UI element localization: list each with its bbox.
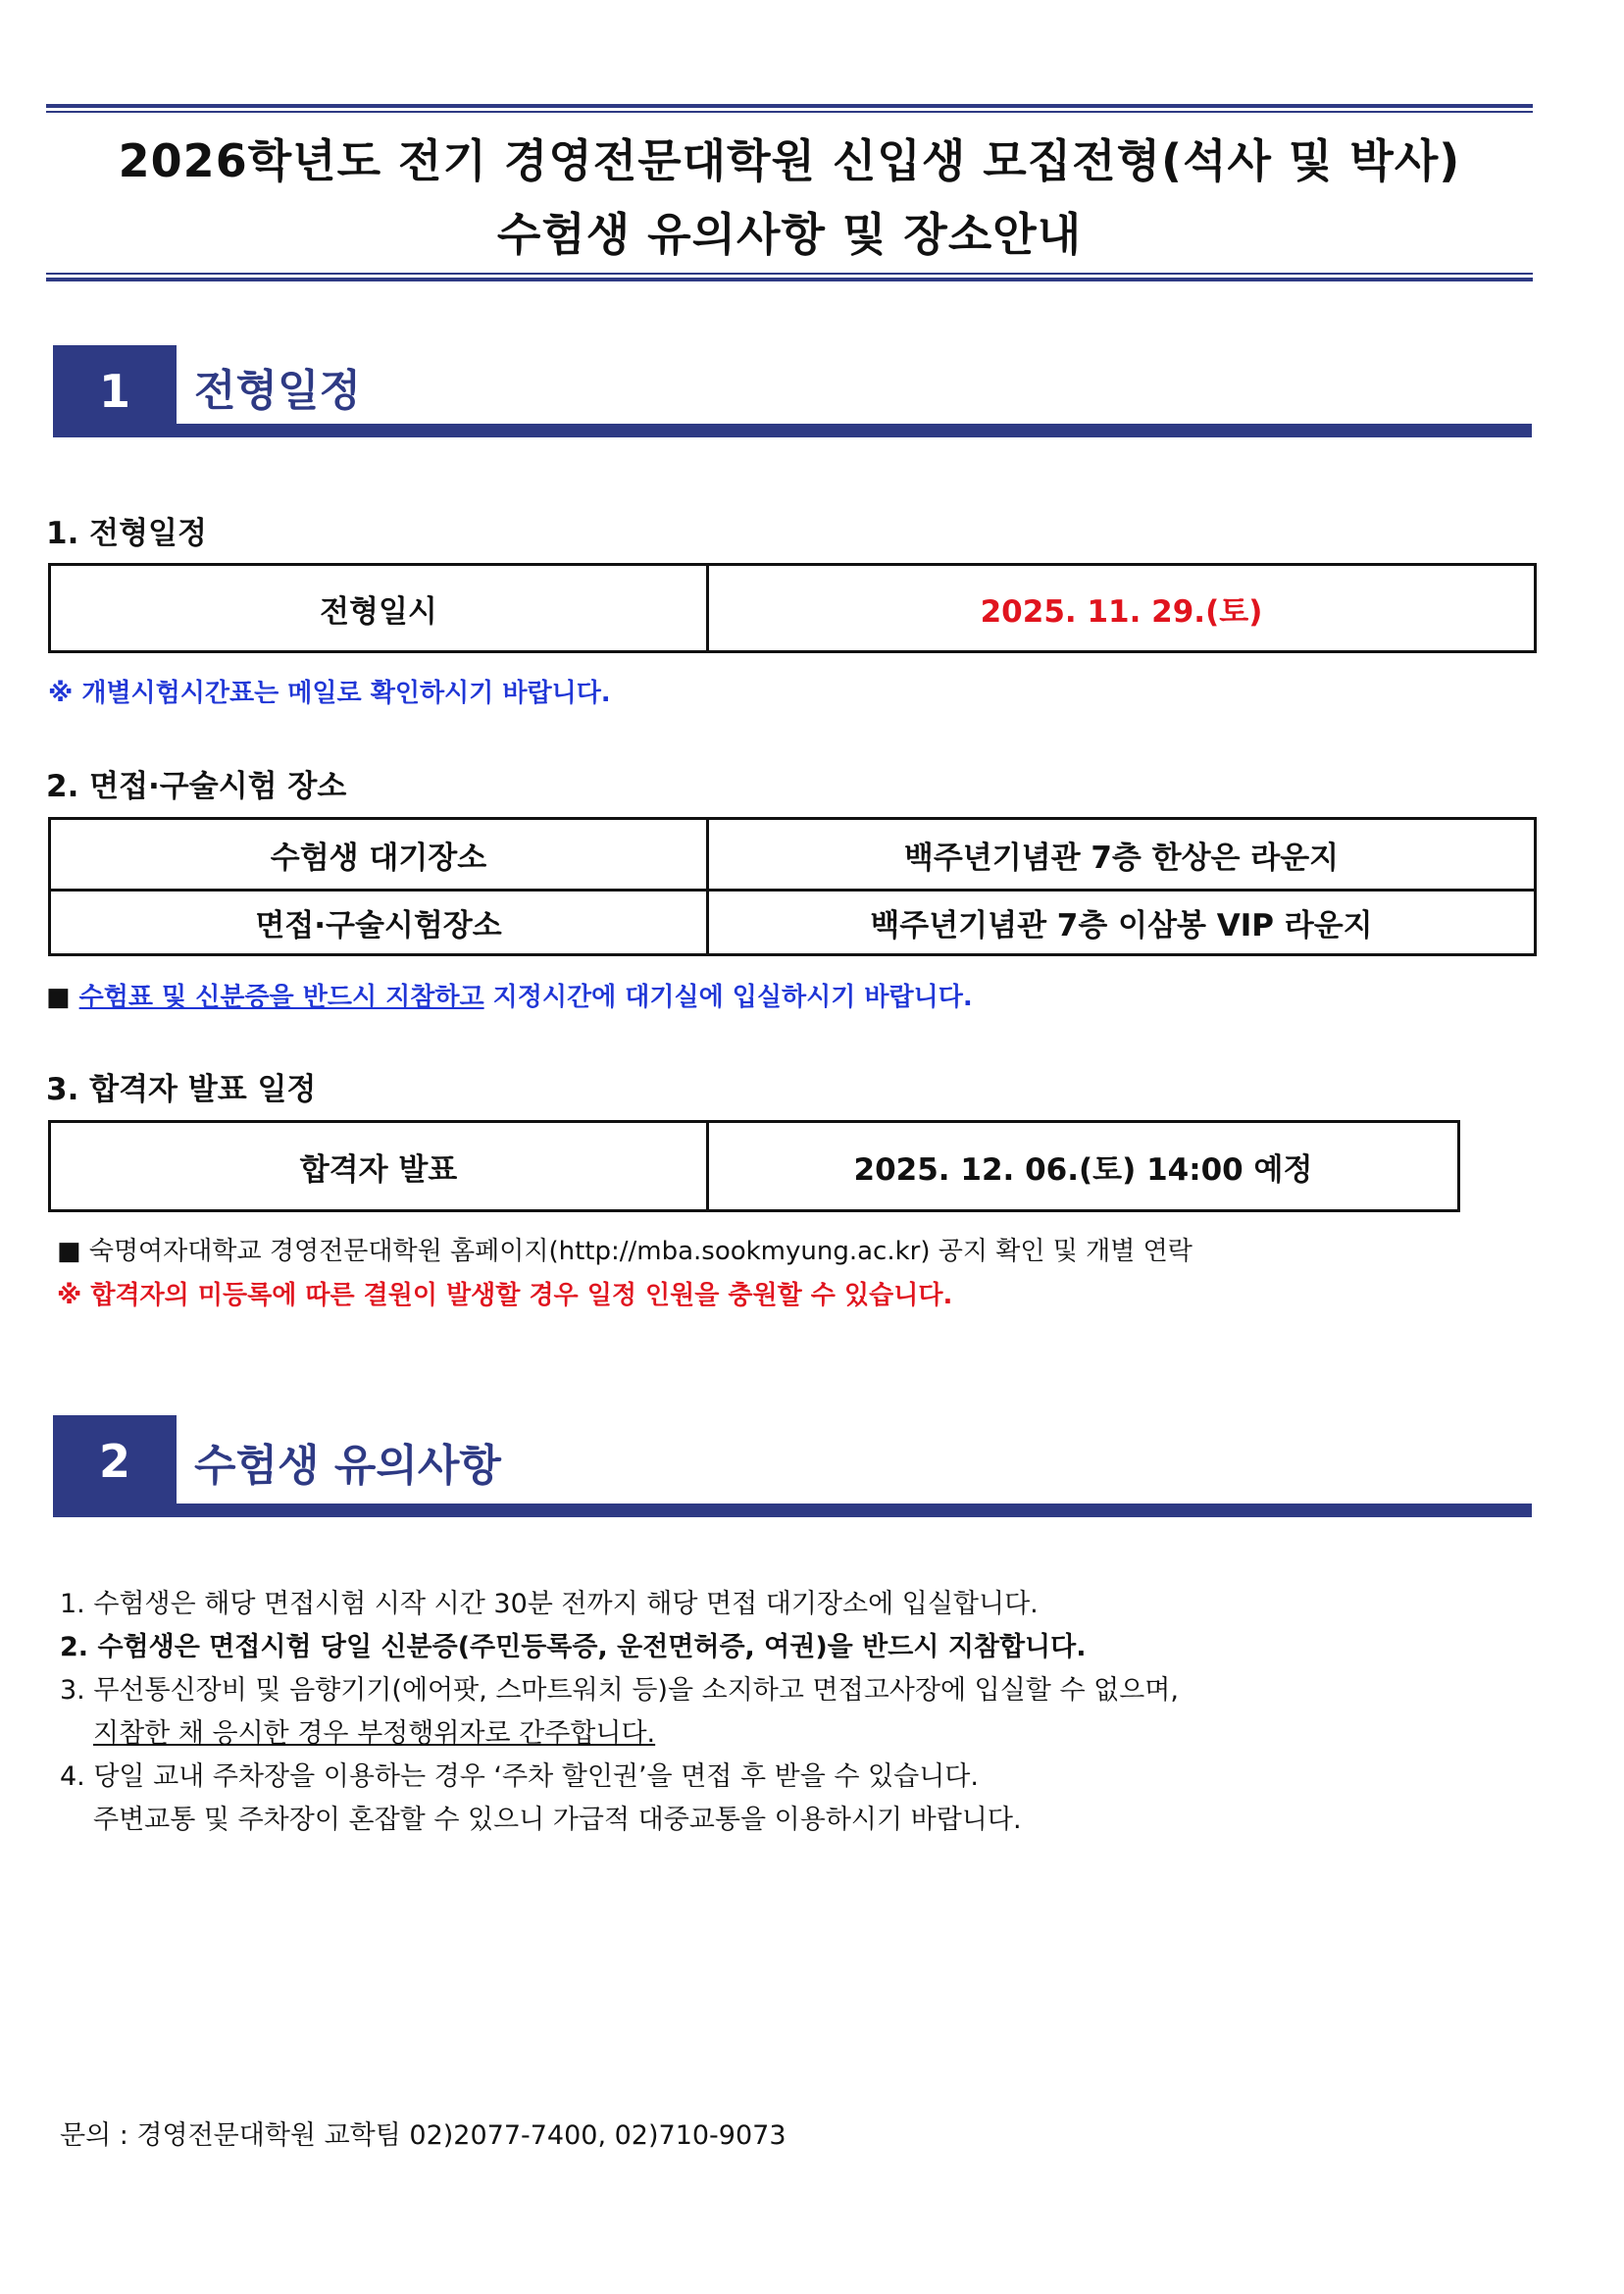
list-item: 1. 수험생은 해당 면접시험 시작 시간 30분 전까지 해당 면접 대기장소에 입실합니다. bbox=[60, 1589, 1039, 1619]
section1-underline-bar bbox=[53, 424, 1532, 437]
title-rule-bottom-thin bbox=[46, 273, 1533, 275]
announcement-label-cell: 합격자 발표 bbox=[50, 1122, 708, 1211]
table-row bbox=[50, 819, 1536, 891]
waiting-room-label-cell: 수험생 대기장소 bbox=[50, 819, 708, 891]
title-rule-bottom-thick bbox=[46, 278, 1533, 281]
title-rule-top-thick bbox=[46, 104, 1533, 108]
table-row bbox=[50, 891, 1536, 955]
waiting-room-value-cell: 백주년기념관 7층 한상은 라운지 bbox=[708, 819, 1536, 891]
venue-heading: 2. 면접·구술시험 장소 bbox=[46, 769, 347, 804]
section2-number-box: 2 bbox=[53, 1415, 177, 1507]
schedule-label-cell: 전형일시 bbox=[50, 565, 708, 652]
section1-title: 전형일정 bbox=[194, 366, 362, 416]
schedule-date-cell: 2025. 11. 29.(토) bbox=[708, 565, 1536, 652]
document-title-line1: 2026학년도 전기 경영전문대학원 신입생 모집전형(석사 및 박사) bbox=[118, 134, 1461, 187]
table-row bbox=[50, 565, 1536, 652]
schedule-note: ※ 개별시험시간표는 메일로 확인하시기 바랍니다. bbox=[48, 679, 611, 708]
list-item: 2. 수험생은 면접시험 당일 신분증(주민등록증, 운전면허증, 여권)을 반드시 지참합니다. bbox=[60, 1632, 1087, 1662]
schedule-heading: 1. 전형일정 bbox=[46, 516, 207, 551]
exam-room-value-cell: 백주년기념관 7층 이삼봉 VIP 라운지 bbox=[708, 891, 1536, 955]
venue-note-rest: 지정시간에 대기실에 입실하시기 바랍니다. bbox=[483, 983, 973, 1012]
venue-table bbox=[48, 817, 1537, 956]
exam-room-label-cell: 면접·구술시험장소 bbox=[50, 891, 708, 955]
list-item: 4. 당일 교내 주차장을 이용하는 경우 ‘주차 할인권’을 면접 후 받을 수 있습니다. bbox=[60, 1761, 979, 1792]
announcement-table bbox=[48, 1120, 1460, 1212]
section2-underline-bar bbox=[53, 1504, 1532, 1517]
section2-title: 수험생 유의사항 bbox=[194, 1441, 501, 1491]
table-row bbox=[50, 1122, 1459, 1211]
announcement-value-cell: 2025. 12. 06.(토) 14:00 예정 bbox=[708, 1122, 1459, 1211]
contact-info: 문의 : 경영전문대학원 교학팀 02)2077-7400, 02)710-9073 bbox=[60, 2120, 787, 2151]
bullet-square-icon: ■ bbox=[46, 983, 71, 1012]
title-rule-top-thin bbox=[46, 111, 1533, 113]
list-item: 주변교통 및 주차장이 혼잡할 수 있으니 가급적 대중교통을 이용하시기 바랍니다. bbox=[93, 1805, 1022, 1835]
announcement-note-homepage: ■ 숙명여자대학교 경영전문대학원 홈페이지(http://mba.sookmyung.ac.kr) 공지 확인 및 개별 연락 bbox=[57, 1237, 1193, 1266]
venue-note bbox=[46, 977, 973, 1013]
schedule-table bbox=[48, 563, 1537, 653]
document-title-line2: 수험생 유의사항 및 장소안내 bbox=[496, 208, 1083, 261]
section1-number-box: 1 bbox=[53, 345, 177, 437]
list-item: 3. 무선통신장비 및 음향기기(에어팟, 스마트워치 등)을 소지하고 면접고사장에 입실할 수 없으며, bbox=[60, 1675, 1179, 1706]
list-item: 지참한 채 응시한 경우 부정행위자로 간주합니다. bbox=[93, 1718, 656, 1749]
announcement-note-warning: ※ 합격자의 미등록에 따른 결원이 발생할 경우 일정 인원을 충원할 수 있습니다. bbox=[57, 1281, 953, 1310]
venue-note-underlined: 수험표 및 신분증을 반드시 지참하고 bbox=[78, 983, 484, 1012]
announcement-heading: 3. 합격자 발표 일정 bbox=[46, 1072, 317, 1107]
